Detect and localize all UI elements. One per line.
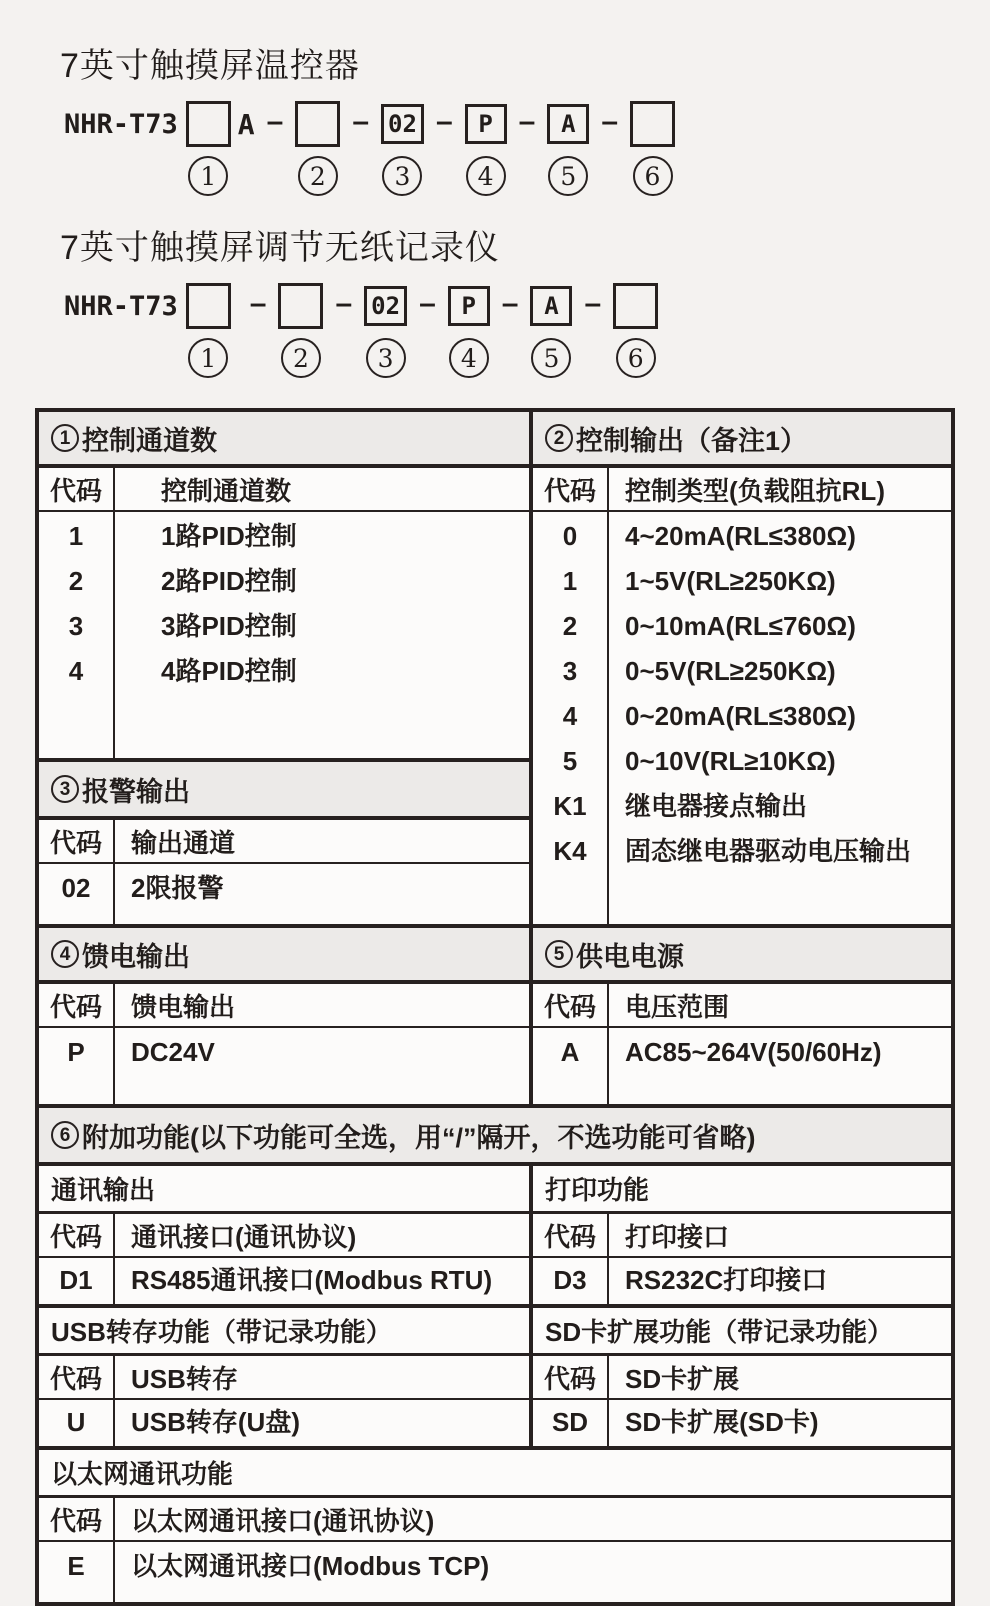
section-2-number-icon: 2 xyxy=(545,424,573,452)
row-label: 1~5V(RL≥250KΩ) xyxy=(625,566,836,596)
section-4-header xyxy=(39,928,529,984)
dash-separator: – xyxy=(266,105,284,138)
row-code: D1 xyxy=(39,1258,115,1304)
sd-subtitle: SD卡扩展功能（带记录功能） xyxy=(533,1308,951,1356)
section-1-3-column xyxy=(39,412,533,924)
section-5-row xyxy=(533,1028,951,1104)
column-header: USB转存 xyxy=(131,1363,238,1394)
product-2 xyxy=(60,220,990,378)
position-marker-1: 1 xyxy=(188,156,228,196)
section-2-column-headers xyxy=(533,468,951,512)
print-function-column xyxy=(533,1166,951,1304)
code-header: 代码 xyxy=(533,1214,609,1256)
row-label: SD卡扩展(SD卡) xyxy=(625,1407,819,1437)
row-code: P xyxy=(39,1028,115,1104)
position-marker-4: 4 xyxy=(466,156,506,196)
column-header: 馈电输出 xyxy=(131,991,236,1022)
product-2-model-code xyxy=(64,283,990,378)
row-code: K4 xyxy=(553,836,587,866)
row-code: 1 xyxy=(562,566,578,596)
section-3-header xyxy=(39,758,529,820)
section-6-number-icon: 6 xyxy=(51,1121,79,1149)
dash-separator: – xyxy=(352,105,370,138)
row-code: 2 xyxy=(68,566,84,596)
model-box-2 xyxy=(295,101,340,147)
section-5-column xyxy=(533,928,951,1104)
position-marker-1: 1 xyxy=(188,338,228,378)
row-label: 2限报警 xyxy=(131,873,224,903)
row-label: 1路PID控制 xyxy=(161,521,297,551)
code-column xyxy=(533,512,609,924)
section-6-title: 附加功能(以下功能可全选，用“/”隔开，不选功能可省略) xyxy=(82,1122,756,1153)
product-1-model-code xyxy=(64,101,990,196)
position-marker-5: 5 xyxy=(548,156,588,196)
band-ethernet xyxy=(39,1450,951,1602)
row-code: 4 xyxy=(68,656,84,686)
model-box-2 xyxy=(278,283,323,329)
position-marker-6: 6 xyxy=(616,338,656,378)
code-header: 代码 xyxy=(533,468,609,510)
ordering-header xyxy=(0,0,990,378)
code-header: 代码 xyxy=(39,820,115,862)
code-header: 代码 xyxy=(533,1356,609,1398)
column-header: SD卡扩展 xyxy=(625,1363,740,1394)
model-prefix: NHR-T73 xyxy=(64,290,178,322)
ethernet-row xyxy=(39,1542,951,1602)
model-box-5: A xyxy=(547,104,589,144)
code-header: 代码 xyxy=(533,984,609,1026)
position-marker-4: 4 xyxy=(449,338,489,378)
model-box-3: 02 xyxy=(381,104,424,144)
model-box-1 xyxy=(186,283,231,329)
section-4-column-headers xyxy=(39,984,529,1028)
row-label: DC24V xyxy=(131,1037,215,1067)
position-marker-5: 5 xyxy=(531,338,571,378)
row-label: AC85~264V(50/60Hz) xyxy=(625,1037,882,1067)
model-box-5: A xyxy=(530,286,572,326)
row-code: 4 xyxy=(562,701,578,731)
section-5-number-icon: 5 xyxy=(545,940,573,968)
section-1-header xyxy=(39,412,529,468)
row-label: USB转存(U盘) xyxy=(131,1407,300,1437)
code-column xyxy=(39,512,115,758)
section-3-row xyxy=(39,864,529,924)
print-function-subtitle: 打印功能 xyxy=(533,1166,951,1214)
row-label: 固态继电器驱动电压输出 xyxy=(625,836,912,866)
print-row xyxy=(533,1258,951,1304)
dash-separator: – xyxy=(249,287,267,320)
comm-row xyxy=(39,1258,529,1304)
model-prefix: NHR-T73 xyxy=(64,108,178,140)
model-suffix: A xyxy=(237,107,255,141)
row-label: 以太网通讯接口(Modbus TCP) xyxy=(131,1551,490,1581)
section-4-column xyxy=(39,928,533,1104)
section-5-header xyxy=(533,928,951,984)
comm-output-column xyxy=(39,1166,533,1304)
row-label: 0~5V(RL≥250KΩ) xyxy=(625,656,836,686)
band-section-6-header xyxy=(39,1108,951,1166)
section-6-header xyxy=(39,1108,951,1162)
section-5-column-headers xyxy=(533,984,951,1028)
section-2-title: 控制输出（备注1） xyxy=(576,425,808,456)
column-header: 打印接口 xyxy=(625,1221,730,1252)
sd-column-headers xyxy=(533,1356,951,1400)
row-code: D3 xyxy=(533,1258,609,1304)
row-label: 0~20mA(RL≤380Ω) xyxy=(625,701,856,731)
position-marker-6: 6 xyxy=(633,156,673,196)
code-header: 代码 xyxy=(39,1498,115,1540)
column-header: 控制通道数 xyxy=(161,475,292,506)
section-5-title: 供电电源 xyxy=(576,941,684,972)
label-column xyxy=(115,512,529,758)
row-code: E xyxy=(39,1542,115,1602)
section-2-rows xyxy=(533,512,951,924)
row-code: 02 xyxy=(39,864,115,924)
section-3-column-headers xyxy=(39,820,529,864)
section-1-number-icon: 1 xyxy=(51,424,79,452)
row-code: 0 xyxy=(562,521,578,551)
band-comm-print xyxy=(39,1166,951,1308)
code-header: 代码 xyxy=(39,984,115,1026)
position-marker-2: 2 xyxy=(298,156,338,196)
row-code: 3 xyxy=(68,611,84,641)
column-header: 通讯接口(通讯协议) xyxy=(131,1221,357,1252)
usb-subtitle: USB转存功能（带记录功能） xyxy=(39,1308,529,1356)
section-4-title: 馈电输出 xyxy=(82,941,190,972)
comm-output-subtitle: 通讯输出 xyxy=(39,1166,529,1214)
row-code: 3 xyxy=(562,656,578,686)
row-label: 2路PID控制 xyxy=(161,566,297,596)
column-header: 电压范围 xyxy=(625,991,730,1022)
dash-separator: – xyxy=(601,105,618,138)
section-3-title: 报警输出 xyxy=(82,776,190,807)
ethernet-column-headers xyxy=(39,1498,951,1542)
comm-column-headers xyxy=(39,1214,529,1258)
sd-column xyxy=(533,1308,951,1446)
row-code: K1 xyxy=(553,791,587,821)
section-2-header xyxy=(533,412,951,468)
position-marker-2: 2 xyxy=(281,338,321,378)
row-label: 4路PID控制 xyxy=(161,656,297,686)
section-1-title: 控制通道数 xyxy=(82,425,217,456)
row-code: U xyxy=(39,1400,115,1446)
label-column xyxy=(609,512,951,924)
row-label: 继电器接点输出 xyxy=(625,791,808,821)
row-label: 0~10mA(RL≤760Ω) xyxy=(625,611,856,641)
code-header: 代码 xyxy=(39,1214,115,1256)
model-box-4: P xyxy=(465,104,507,144)
model-box-4: P xyxy=(448,286,490,326)
product-1-title: 7英寸触摸屏温控器 xyxy=(60,47,360,85)
print-column-headers xyxy=(533,1214,951,1258)
code-header: 代码 xyxy=(39,1356,115,1398)
dash-separator: – xyxy=(584,287,602,320)
section-3-number-icon: 3 xyxy=(51,775,79,803)
section-4-number-icon: 4 xyxy=(51,940,79,968)
band-sections-4-5 xyxy=(39,928,951,1108)
dash-separator: – xyxy=(518,105,536,138)
ethernet-subtitle: 以太网通讯功能 xyxy=(39,1450,951,1498)
section-2-column xyxy=(533,412,951,924)
dash-separator: – xyxy=(419,287,436,320)
row-code: 5 xyxy=(562,746,578,776)
model-box-3: 02 xyxy=(364,286,407,326)
section-1-column-headers xyxy=(39,468,529,512)
product-2-title: 7英寸触摸屏调节无纸记录仪 xyxy=(60,229,500,267)
row-label: 3路PID控制 xyxy=(161,611,297,641)
usb-row xyxy=(39,1400,529,1446)
position-marker-3: 3 xyxy=(382,156,422,196)
section-1-rows xyxy=(39,512,529,758)
position-marker-3: 3 xyxy=(366,338,406,378)
row-code: A xyxy=(533,1028,609,1104)
row-label: 0~10V(RL≥10KΩ) xyxy=(625,746,836,776)
column-header: 输出通道 xyxy=(131,827,236,858)
usb-column xyxy=(39,1308,533,1446)
band-usb-sd xyxy=(39,1308,951,1450)
model-box-6 xyxy=(613,283,658,329)
column-header: 以太网通讯接口(通讯协议) xyxy=(131,1505,435,1536)
dash-separator: – xyxy=(435,105,453,138)
section-4-row xyxy=(39,1028,529,1104)
code-header: 代码 xyxy=(39,468,115,510)
model-box-6 xyxy=(630,101,675,147)
row-code: 1 xyxy=(68,521,84,551)
sd-row xyxy=(533,1400,951,1446)
usb-column-headers xyxy=(39,1356,529,1400)
band-sections-1-2-3 xyxy=(39,412,951,928)
model-box-1 xyxy=(186,101,231,147)
row-code: 2 xyxy=(562,611,578,641)
dash-separator: – xyxy=(501,287,519,320)
row-label: RS485通讯接口(Modbus RTU) xyxy=(131,1265,493,1295)
row-code: SD xyxy=(533,1400,609,1446)
dash-separator: – xyxy=(335,287,353,320)
row-label: RS232C打印接口 xyxy=(625,1265,828,1295)
row-label: 4~20mA(RL≤380Ω) xyxy=(625,521,856,551)
column-header: 控制类型(负载阻抗RL) xyxy=(625,475,885,506)
product-1 xyxy=(60,38,990,196)
ordering-table xyxy=(35,408,955,1606)
